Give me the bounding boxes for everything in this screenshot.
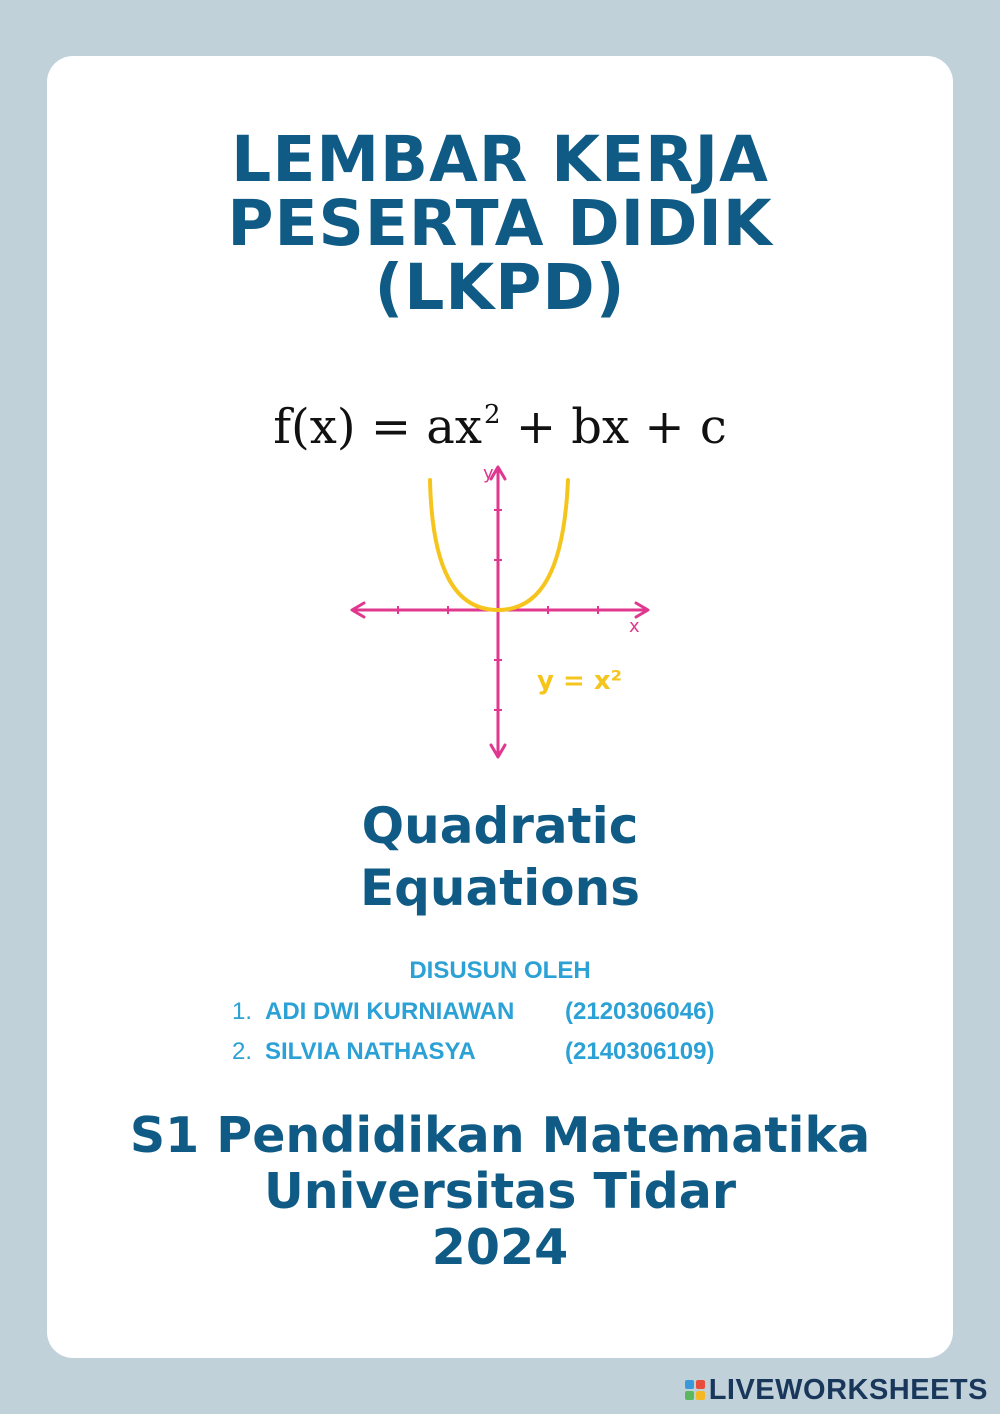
subtitle-line-1: Quadratic	[361, 797, 639, 855]
brand-name: LIVEWORKSHEETS	[708, 1373, 988, 1406]
quadratic-formula	[0, 385, 1000, 457]
formula-right: + bx + c	[515, 399, 727, 455]
parabola-graph	[340, 455, 660, 765]
author-item	[232, 993, 792, 1031]
title-line-1: LEMBAR KERJA	[231, 123, 769, 196]
worksheet-title	[0, 123, 1000, 324]
liveworksheets-brand[interactable]	[685, 1373, 988, 1407]
author-number: 2.	[232, 1038, 253, 1065]
author-item	[232, 1033, 792, 1071]
curve-equation-label: y = x²	[537, 666, 622, 696]
y-axis-label: y	[483, 463, 494, 484]
program-name: S1 Pendidikan Matematika	[129, 1107, 871, 1164]
author-name: SILVIA NATHASYA	[265, 1038, 476, 1065]
subtitle-line-2: Equations	[359, 859, 641, 917]
author-id: (2120306046)	[565, 998, 715, 1025]
formula-exponent: 2	[484, 400, 501, 430]
author-id: (2140306109)	[565, 1038, 715, 1065]
author-name: ADI DWI KURNIAWAN	[265, 998, 515, 1025]
x-axis-label: x	[629, 616, 640, 637]
institution-footer	[0, 1108, 1000, 1276]
title-line-2: PESERTA DIDIK	[227, 187, 773, 260]
author-number: 1.	[232, 998, 253, 1025]
title-line-3: (LKPD)	[374, 251, 626, 324]
university-name: Universitas Tidar	[263, 1163, 736, 1220]
authors-section	[0, 955, 1000, 1065]
formula-left: f(x) = ax	[273, 399, 482, 455]
year: 2024	[431, 1219, 569, 1276]
authors-heading: DISUSUN OLEH	[409, 957, 591, 984]
worksheet-subtitle	[0, 795, 1000, 919]
liveworksheets-logo-icon	[685, 1380, 705, 1400]
